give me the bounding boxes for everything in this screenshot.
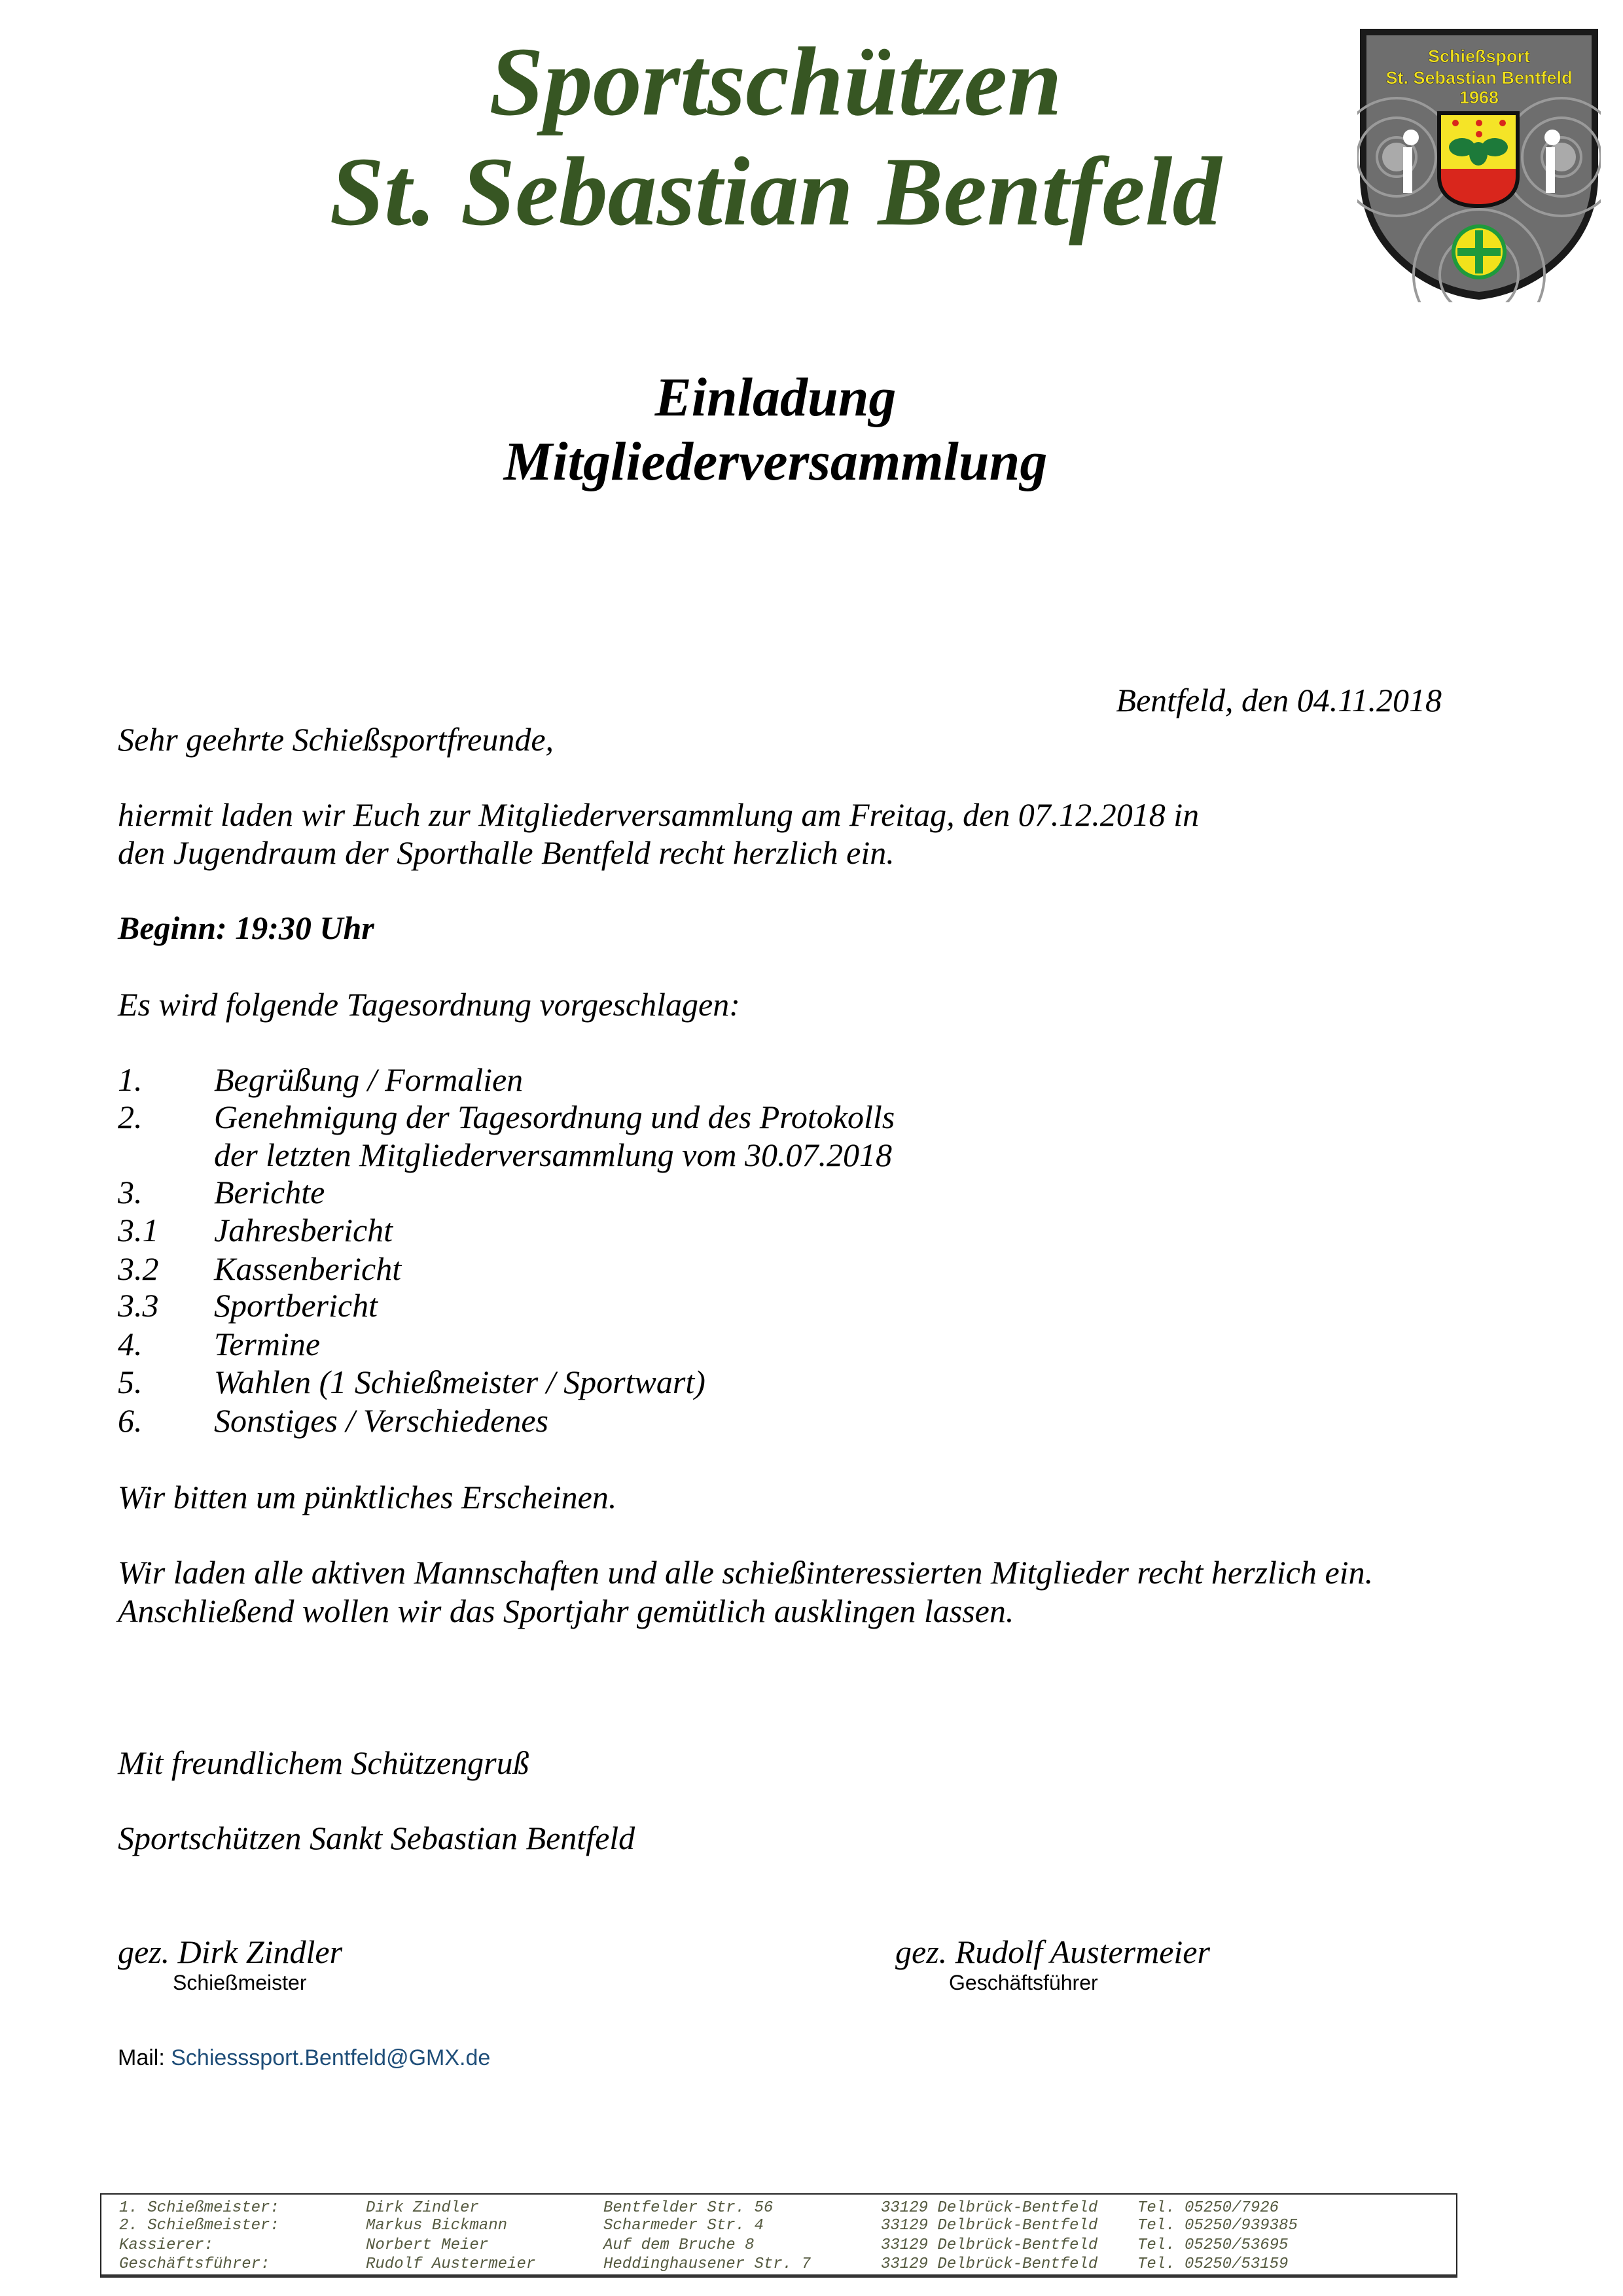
footer-contact-table <box>100 2193 1457 2278</box>
agenda-intro: Es wird folgende Tagesordnung vorgeschlagen: <box>118 986 740 1023</box>
footer-cell: Dirk Zindler <box>366 2199 479 2217</box>
title-line2: St. Sebastian Bentfeld <box>329 137 1222 246</box>
signature-name: gez. Dirk Zindler <box>118 1934 343 1970</box>
footer-cell: Bentfelder Str. 56 <box>603 2199 774 2217</box>
footer-cell: Tel. 05250/939385 <box>1137 2217 1298 2234</box>
footer-cell: Tel. 05250/7926 <box>1137 2199 1279 2217</box>
agenda-item: Wahlen (1 Schießmeister / Sportwart) <box>214 1364 705 1400</box>
punctual-note: Wir bitten um pünktliches Erscheinen. <box>118 1479 617 1515</box>
subject-line2: Mitgliederversammlung <box>503 431 1048 492</box>
signature-name: gez. Rudolf Austermeier <box>895 1934 1210 1970</box>
footer-cell: Geschäftsführer: <box>119 2255 270 2273</box>
agenda-item: Termine <box>214 1326 321 1362</box>
club-logo <box>1357 26 1601 302</box>
footer-cell: 33129 Delbrück-Bentfeld <box>881 2255 1098 2273</box>
closing: Mit freundlichem Schützengruß <box>118 1744 529 1781</box>
footer-cell: Tel. 05250/53695 <box>1137 2236 1289 2254</box>
agenda-num: 6. <box>118 1402 143 1439</box>
signature-role: Schießmeister <box>173 1971 307 1994</box>
agenda-item: Jahresbericht <box>214 1212 393 1248</box>
footer-cell: Norbert Meier <box>366 2236 489 2254</box>
club-name: Sportschützen Sankt Sebastian Bentfeld <box>118 1820 635 1856</box>
agenda-item: Berichte <box>214 1174 325 1210</box>
mail-line <box>118 2045 490 2071</box>
footer-cell: Tel. 05250/53159 <box>1137 2255 1289 2273</box>
svg-text:1968: 1968 <box>1459 88 1499 107</box>
footer-cell: Kassierer: <box>119 2236 214 2254</box>
agenda-item: Kassenbericht <box>214 1250 402 1287</box>
intro-line2: den Jugendraum der Sporthalle Bentfeld recht herzlich ein. <box>118 834 895 871</box>
signature-role: Geschäftsführer <box>949 1971 1098 1994</box>
footer-cell: 33129 Delbrück-Bentfeld <box>881 2236 1098 2254</box>
title-line1: Sportschützen <box>489 27 1062 136</box>
footer-cell: 33129 Delbrück-Bentfeld <box>881 2199 1098 2217</box>
agenda-item: Sonstiges / Verschiedenes <box>214 1402 549 1439</box>
agenda-item: der letzten Mitgliederversammlung vom 30.07.2018 <box>214 1137 892 1173</box>
footer-cell: 2. Schießmeister: <box>119 2217 279 2234</box>
intro-line1: hiermit laden wir Euch zur Mitgliederversammlung am Freitag, den 07.12.2018 in <box>118 796 1200 833</box>
agenda-num: 1. <box>118 1061 143 1098</box>
footer-cell: 1. Schießmeister: <box>119 2199 279 2217</box>
agenda-num: 3.3 <box>118 1287 159 1324</box>
svg-text:St. Sebastian Bentfeld: St. Sebastian Bentfeld <box>1385 68 1573 88</box>
agenda-item: Genehmigung der Tagesordnung und des Protokolls <box>214 1099 895 1135</box>
salutation: Sehr geehrte Schießsportfreunde, <box>118 721 554 758</box>
mail-link[interactable]: Schiesssport.Bentfeld@GMX.de <box>171 2045 491 2070</box>
footer-cell: Scharmeder Str. 4 <box>603 2217 764 2234</box>
letter-date: Bentfeld, den 04.11.2018 <box>1116 682 1442 718</box>
footer-cell: Heddinghausener Str. 7 <box>603 2255 811 2273</box>
footer-cell: Auf dem Bruche 8 <box>603 2236 755 2254</box>
agenda-num: 2. <box>118 1099 143 1135</box>
svg-text:Schießsport: Schießsport <box>1427 46 1531 66</box>
footer-cell: Rudolf Austermeier <box>366 2255 536 2273</box>
agenda-num: 3.1 <box>118 1212 159 1248</box>
mail-label: Mail: <box>118 2045 165 2070</box>
invite-line1: Wir laden alle aktiven Mannschaften und alle schießinteressierten Mitglieder recht herzlich ein. <box>118 1554 1374 1591</box>
agenda-num: 4. <box>118 1326 143 1362</box>
invite-line2: Anschließend wollen wir das Sportjahr gemütlich ausklingen lassen. <box>118 1593 1014 1629</box>
agenda-item: Begrüßung / Formalien <box>214 1061 524 1098</box>
agenda-num: 5. <box>118 1364 143 1400</box>
footer-cell: 33129 Delbrück-Bentfeld <box>881 2217 1098 2234</box>
subject-line1: Einladung <box>654 367 897 428</box>
agenda-num: 3. <box>118 1174 143 1210</box>
agenda-num: 3.2 <box>118 1250 159 1287</box>
start-time: Beginn: 19:30 Uhr <box>118 910 374 946</box>
agenda-item: Sportbericht <box>214 1287 378 1324</box>
footer-cell: Markus Bickmann <box>366 2217 508 2234</box>
